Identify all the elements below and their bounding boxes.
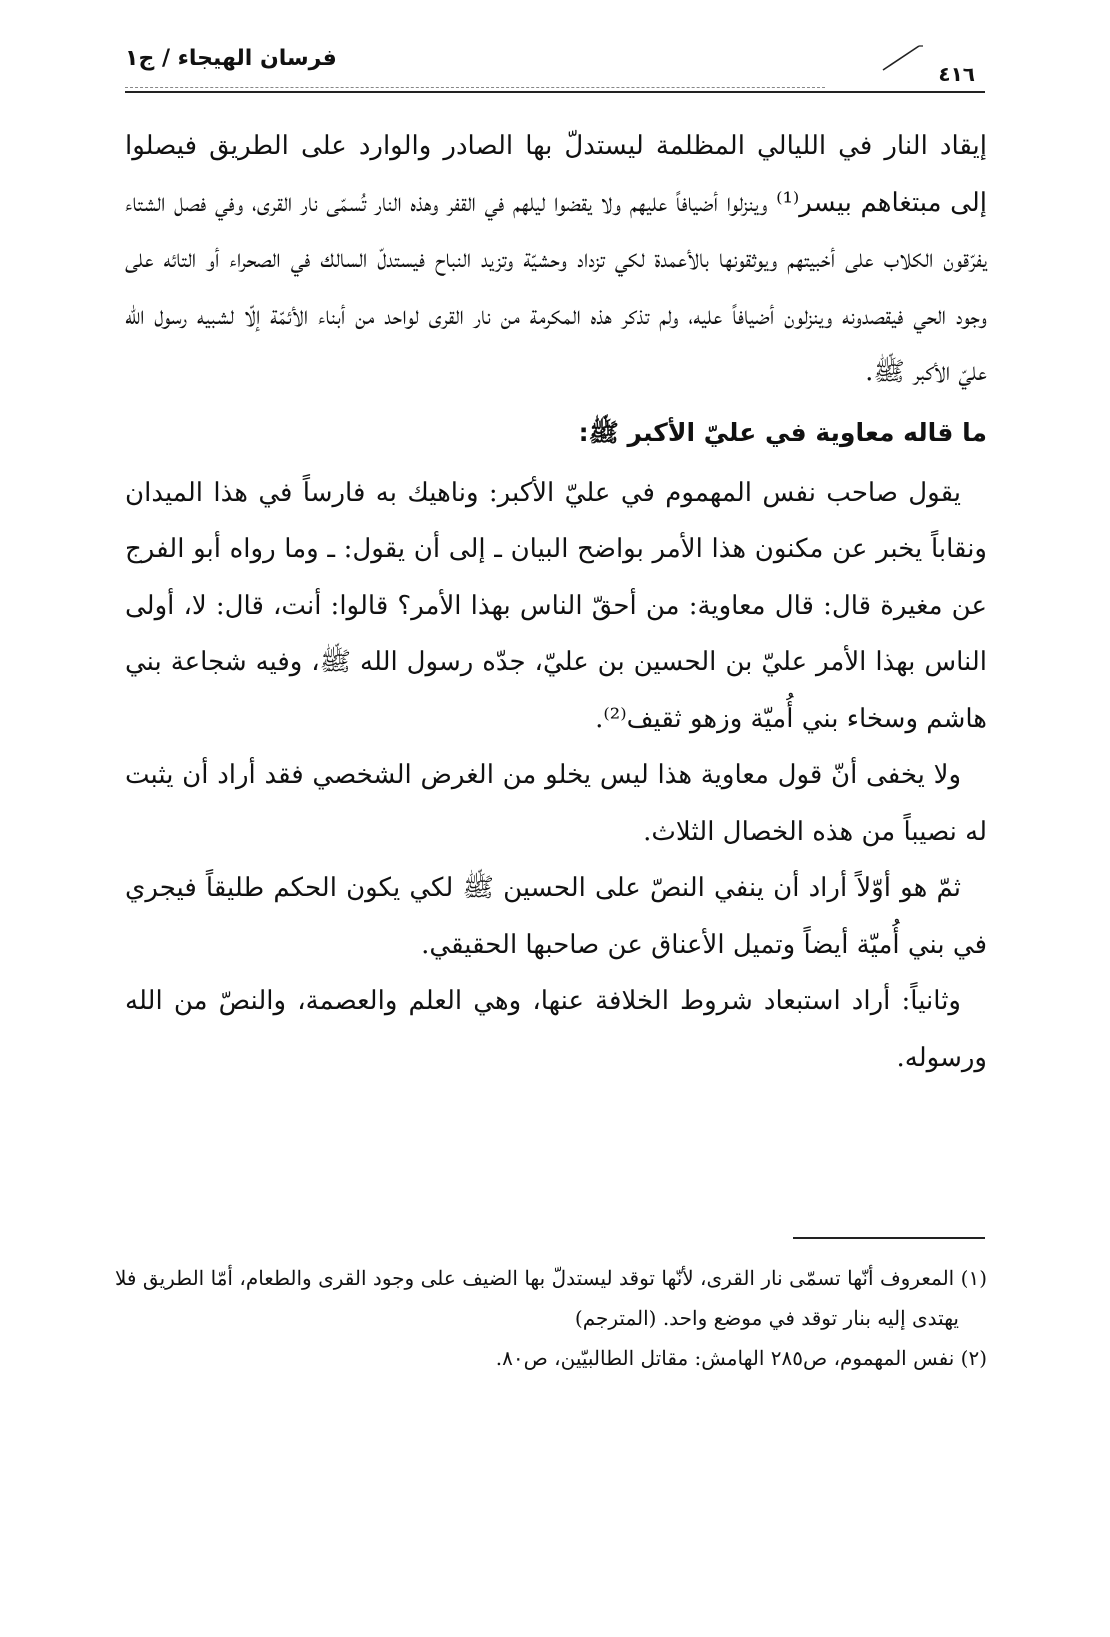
running-title: فرسان الهيجاء / ج١ [125, 46, 337, 71]
main-text [125, 118, 987, 1086]
footnote-separator [793, 1237, 985, 1239]
header-rule [125, 91, 985, 93]
page-number: ٤١٦ [938, 62, 975, 86]
paragraph-2: يقول صاحب نفس المهموم في عليّ الأكبر: وناهيك به فارساً في هذا الميدان ونقاباً يخبر عن مكنون هذا الأمر بواضح البيان ـ إلى أن يقول: ـ وما رواه أبو الفرج عن مغيرة قال: قال معاوية: من أحقّ الناس بهذا الأمر؟ قالوا: أنت، قال: لا، أولى الناس بهذا الأمر عليّ بن الحسين بن عليّ، جدّه رسول الله ﷺ، وفيه شجاعة بني هاشم وسخاء بني أُميّة وزهو ثقيف⁽²⁾. [125, 477, 987, 734]
page-header [125, 36, 985, 98]
paragraph-5: وثانياً: أراد استبعاد شروط الخلافة عنها، وهي العلم والعصمة، والنصّ من الله ورسوله. [125, 986, 987, 1073]
footnote-1: (١) المعروف أنّها تسمّى نار القرى، لأنّها توقد ليستدلّ بها الضيف على وجود القرى والطعام، أمّا الطريق فلا يهتدى إليه بنار توقد في موضع واحد. (المترجم) [115, 1266, 987, 1330]
paragraph-1: إيقاد النار في الليالي المظلمة ليستدلّ بها الصادر والوارد على الطريق فيصلوا إلى مبتغاهم بيسر⁽¹⁾ وينزلوا أضيافاً عليهم ولا يقضوا ليلهم في القفر وهذه النار تُسمّى نار القرى، وفي فصل الشتاء يفرّقون الكلاب على أخبيتهم ويوثقونها بالأعمدة لكي تزداد وحشيّة وتزيد النباح فيستدلّ السالك في الصحراء أو التائه على وجود الحي فيقصدونه وينزلون أضيافاً عليه، ولم تذكر هذه المكرمة من نار القرى لواحد من أبناء الأئمّة إلّا لشبيه رسول الله عليّ الأكبر ﷺ. [125, 131, 987, 387]
header-rule-thin [125, 87, 825, 88]
footnote-2: (٢) نفس المهموم، ص٢٨٥ الهامش: مقاتل الطالبيّين، ص٨٠. [495, 1346, 987, 1370]
section-heading: ما قاله معاوية في عليّ الأكبر ﷺ: [578, 417, 987, 447]
paragraph-3: ولا يخفى أنّ قول معاوية هذا ليس يخلو من الغرض الشخصي فقد أراد أن يثبت له نصيباً من هذه الخصال الثلاث. [125, 760, 987, 847]
page-number-slash-icon [879, 42, 923, 72]
footnotes [115, 1258, 987, 1378]
paragraph-4: ثمّ هو أوّلاً أراد أن ينفي النصّ على الحسين ﷺ لكي يكون الحكم طليقاً فيجري في بني أُميّة أيضاً وتميل الأعناق عن صاحبها الحقيقي. [125, 873, 987, 960]
